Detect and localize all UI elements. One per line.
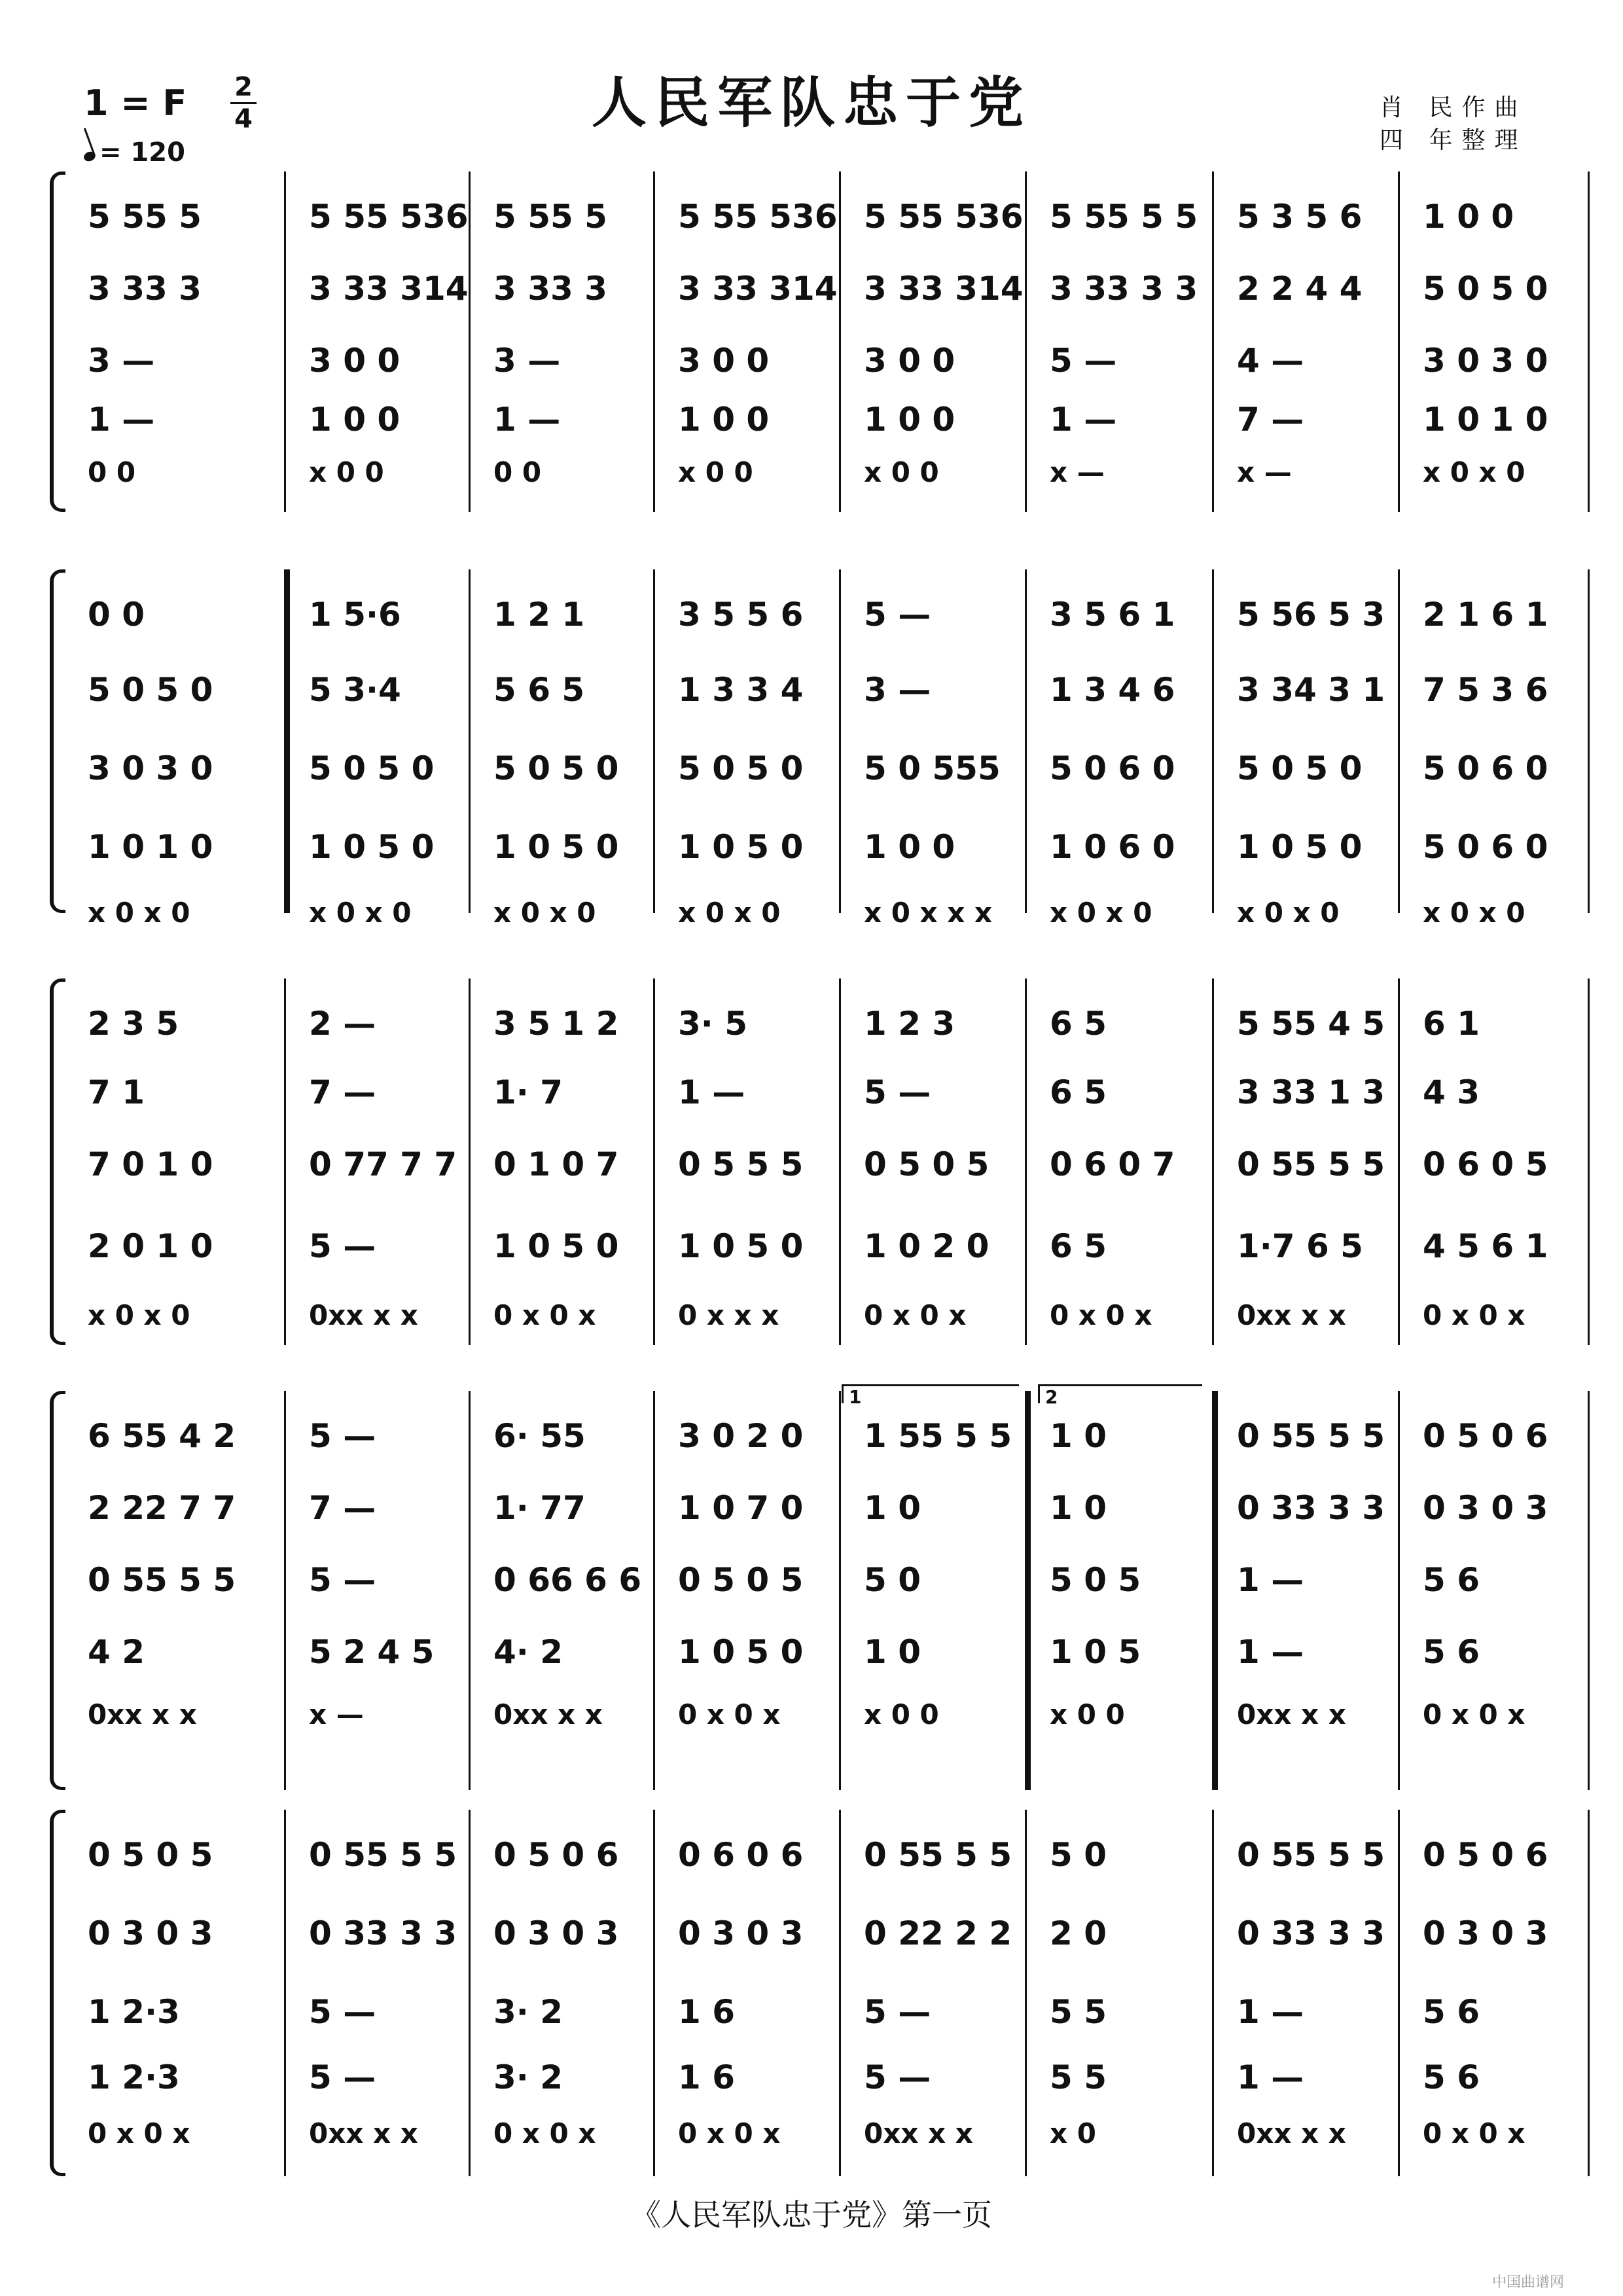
second-ending-bracket: 2 (1038, 1384, 1202, 1403)
notation-cell: 0 33 3 3 (1237, 1914, 1385, 1952)
score-system (50, 1810, 1575, 2176)
notation-cell: 6 5 (1050, 1227, 1107, 1265)
notation-cell: 1 0 5 0 (309, 828, 435, 866)
notation-cell: 1 0 (864, 1489, 921, 1527)
notation-cell: 0 5 0 5 (864, 1145, 990, 1183)
notation-cell: 5 55 536 (309, 198, 469, 236)
barline (653, 1810, 655, 2176)
notation-cell: 5 0 6 0 (1423, 749, 1548, 787)
barline (839, 171, 841, 512)
notation-cell: 0 33 3 3 (1237, 1489, 1385, 1527)
barline (1025, 171, 1027, 512)
notation-cell: 3 0 2 0 (678, 1417, 804, 1455)
notation-cell: x 0 0 (864, 456, 939, 488)
notation-cell: 5 — (309, 1417, 376, 1455)
barline (1588, 1810, 1590, 2176)
notation-cell: 0xx x x (309, 2117, 418, 2149)
notation-cell: 5 0 5 0 (309, 749, 435, 787)
barline (1398, 1810, 1400, 2176)
notation-cell: 0 55 5 5 (1237, 1836, 1385, 1874)
notation-cell: 3· 2 (493, 1993, 563, 2031)
time-signature (230, 72, 257, 134)
barline (1212, 978, 1214, 1345)
notation-cell: 5 55 5 5 (1050, 198, 1198, 236)
notation-cell: 5 5 (1050, 2058, 1107, 2096)
barline (284, 1391, 286, 1790)
barline (469, 1810, 471, 2176)
notation-cell: 5 0 6 0 (1423, 828, 1548, 866)
notation-cell: 1 6 (678, 1993, 735, 2031)
notation-cell: 1 0 (1050, 1417, 1107, 1455)
notation-cell: 5 55 536 (678, 198, 838, 236)
notation-cell: 0xx x x (1237, 1299, 1346, 1331)
notation-cell: x 0 0 (1050, 1698, 1125, 1731)
notation-cell: 1 0 5 0 (678, 1227, 804, 1265)
notation-cell: 5 0 5 (1050, 1561, 1141, 1599)
notation-cell: 0 6 0 7 (1050, 1145, 1175, 1183)
score-system (50, 569, 1575, 929)
barline (1025, 978, 1027, 1345)
notation-cell: 5 2 4 5 (309, 1633, 435, 1671)
notation-cell: 0 3 0 3 (1423, 1914, 1548, 1952)
notation-cell: 0 5 5 5 (678, 1145, 804, 1183)
notation-cell: 0 5 0 6 (1423, 1836, 1548, 1874)
notation-cell: 0 3 0 3 (493, 1914, 619, 1952)
notation-cell: 0 x 0 x (678, 1698, 781, 1731)
notation-cell: 1 6 (678, 2058, 735, 2096)
key-signature: 1 = F (84, 82, 187, 124)
notation-cell: 1 0 (1050, 1489, 1107, 1527)
score-system (50, 1386, 1575, 1790)
notation-cell: 0 5 0 6 (1423, 1417, 1548, 1455)
notation-cell: 1 0 5 0 (493, 828, 619, 866)
notation-cell: 4 2 (88, 1633, 145, 1671)
barline (839, 569, 841, 913)
notation-cell: x 0 x 0 (1423, 456, 1525, 488)
notation-cell: 3 0 0 (678, 342, 770, 380)
barline (839, 1391, 841, 1790)
notation-cell: 0xx x x (309, 1299, 418, 1331)
notation-cell: 1 — (1237, 1993, 1304, 2031)
tempo-marking (84, 137, 185, 168)
notation-cell: 6· 55 (493, 1417, 586, 1455)
notation-cell: x 0 0 (309, 456, 384, 488)
notation-cell: 5 — (864, 1073, 931, 1111)
notation-cell: 5 56 5 3 (1237, 596, 1385, 634)
notation-cell: x 0 x 0 (493, 897, 596, 929)
notation-cell: 5 0 5 0 (1423, 270, 1548, 308)
notation-cell: 0 x 0 x (678, 2117, 781, 2149)
notation-cell: x 0 0 (678, 456, 753, 488)
notation-cell: 5 6 5 (493, 671, 585, 709)
notation-cell: 2 — (309, 1005, 376, 1043)
notation-cell: 0xx x x (864, 2117, 973, 2149)
notation-cell: 3· 5 (678, 1005, 747, 1043)
barline (839, 1810, 841, 2176)
notation-cell: 1 0 5 0 (493, 1227, 619, 1265)
notation-cell: 1 — (1237, 2058, 1304, 2096)
notation-cell: 0 x 0 x (1423, 2117, 1525, 2149)
notation-cell: 5 0 5 0 (88, 671, 213, 709)
notation-cell: 5 0 5 0 (678, 749, 804, 787)
notation-cell: 1 0 1 0 (88, 828, 213, 866)
barline (469, 569, 471, 913)
watermark: 中国曲谱网 (1492, 2274, 1565, 2291)
barline (284, 978, 286, 1345)
notation-cell: 0 1 0 7 (493, 1145, 619, 1183)
barline (1588, 1391, 1590, 1790)
system-bracket (50, 171, 65, 512)
system-bracket (50, 1391, 65, 1790)
notation-cell: 5 55 5 (88, 198, 202, 236)
notation-cell: 6 5 (1050, 1005, 1107, 1043)
notation-cell: x — (309, 1698, 364, 1731)
notation-cell: 3 — (493, 342, 561, 380)
arranger-credit: 四 年整理 (1380, 127, 1527, 154)
barline (1025, 1810, 1027, 2176)
notation-cell: 1 — (1237, 1561, 1304, 1599)
barline (653, 171, 655, 512)
notation-cell: 0 5 0 5 (88, 1836, 213, 1874)
notation-cell: 5 — (309, 1227, 376, 1265)
notation-cell: 5 3 5 6 (1237, 198, 1363, 236)
system-bracket (50, 569, 65, 913)
notation-cell: 1 0 5 (1050, 1633, 1141, 1671)
notation-cell: 3 0 0 (309, 342, 401, 380)
barline (1212, 569, 1214, 913)
notation-cell: 0xx x x (1237, 2117, 1346, 2149)
notation-cell: 3 0 3 0 (1423, 342, 1548, 380)
barline (1212, 1391, 1218, 1790)
notation-cell: 3· 2 (493, 2058, 563, 2096)
notation-cell: 5 — (864, 2058, 931, 2096)
notation-cell: x — (1050, 456, 1105, 488)
notation-cell: 5 6 (1423, 1561, 1480, 1599)
notation-cell: 1 — (678, 1073, 745, 1111)
notation-cell: 4· 2 (493, 1633, 563, 1671)
notation-cell: 0 22 2 2 (864, 1914, 1012, 1952)
notation-cell: 2 2 4 4 (1237, 270, 1363, 308)
barline (284, 569, 290, 913)
notation-cell: 0 55 5 5 (864, 1836, 1012, 1874)
notation-cell: 3 — (88, 342, 155, 380)
notation-cell: 5 0 5 0 (1237, 749, 1363, 787)
notation-cell: 1 0 0 (864, 828, 955, 866)
notation-cell: 1 55 5 5 (864, 1417, 1012, 1455)
notation-cell: 0 0 (88, 596, 145, 634)
meter-bottom: 4 (230, 102, 257, 134)
composer-credit: 肖 民作曲 (1380, 94, 1527, 121)
notation-cell: 2 22 7 7 (88, 1489, 236, 1527)
notation-cell: 1 0 5 0 (1237, 828, 1363, 866)
page-footer: 《人民军队忠于党》第一页 (631, 2197, 992, 2233)
notation-cell: 2 3 5 (88, 1005, 179, 1043)
notation-cell: 6 55 4 2 (88, 1417, 236, 1455)
notation-cell: 1 3 4 6 (1050, 671, 1175, 709)
notation-cell: 1 — (88, 401, 155, 439)
notation-cell: 3 0 3 0 (88, 749, 213, 787)
notation-cell: 1 2·3 (88, 1993, 180, 2031)
notation-cell: 5 — (309, 1993, 376, 2031)
barline (469, 978, 471, 1345)
notation-cell: 0 66 6 6 (493, 1561, 642, 1599)
notation-cell: 7 1 (88, 1073, 145, 1111)
notation-cell: x 0 x 0 (88, 1299, 190, 1331)
notation-cell: 3 33 1 3 (1237, 1073, 1385, 1111)
notation-cell: 1· 7 (493, 1073, 563, 1111)
barline (1025, 569, 1027, 913)
notation-cell: 1 0 (864, 1633, 921, 1671)
page-title: 人民军队忠于党 (591, 70, 1031, 135)
notation-cell: 1 2·3 (88, 2058, 180, 2096)
barline (653, 1391, 655, 1790)
notation-cell: 5 3·4 (309, 671, 401, 709)
notation-cell: 0xx x x (88, 1698, 197, 1731)
barline (1212, 1810, 1214, 2176)
notation-cell: 5 0 (1050, 1836, 1107, 1874)
notation-cell: 0 x 0 x (493, 1299, 596, 1331)
notation-cell: 5 0 5 0 (493, 749, 619, 787)
notation-cell: 5 0 6 0 (1050, 749, 1175, 787)
notation-cell: x 0 0 (864, 1698, 939, 1731)
notation-cell: 3 0 0 (864, 342, 955, 380)
notation-cell: 1 0 0 (309, 401, 401, 439)
notation-cell: 0 33 3 3 (309, 1914, 457, 1952)
notation-cell: 1 0 0 (1423, 198, 1514, 236)
notation-cell: 1 5·6 (309, 596, 401, 634)
notation-cell: 1 — (493, 401, 561, 439)
notation-cell: 5 0 (864, 1561, 921, 1599)
notation-cell: 5 55 5 (493, 198, 607, 236)
system-bracket (50, 978, 65, 1345)
barline (653, 569, 655, 913)
notation-cell: 0 3 0 3 (1423, 1489, 1548, 1527)
notation-cell: x 0 x 0 (88, 897, 190, 929)
notation-cell: 3 33 314 (309, 270, 469, 308)
notation-cell: 0 5 0 5 (678, 1561, 804, 1599)
notation-cell: 4 3 (1423, 1073, 1480, 1111)
notation-cell: 5 — (1050, 342, 1117, 380)
barline (1025, 1391, 1031, 1790)
notation-cell: 1 0 0 (678, 401, 770, 439)
notation-cell: 5 — (864, 596, 931, 634)
barline (653, 978, 655, 1345)
notation-cell: 7 — (1237, 401, 1304, 439)
notation-cell: 0 x 0 x (88, 2117, 190, 2149)
barline (1398, 978, 1400, 1345)
notation-cell: 3 33 3 (88, 270, 202, 308)
notation-cell: 1 2 1 (493, 596, 585, 634)
notation-cell: 7 — (309, 1073, 376, 1111)
notation-cell: 1·7 6 5 (1237, 1227, 1363, 1265)
notation-cell: x 0 x 0 (1050, 897, 1152, 929)
notation-cell: 5 — (309, 2058, 376, 2096)
notation-cell: 7 5 3 6 (1423, 671, 1548, 709)
system-bracket (50, 1810, 65, 2176)
barline (284, 171, 286, 512)
notation-cell: 0 77 7 7 (309, 1145, 457, 1183)
notation-cell: 2 0 (1050, 1914, 1107, 1952)
notation-cell: 6 5 (1050, 1073, 1107, 1111)
notation-cell: x 0 x 0 (678, 897, 781, 929)
notation-cell: 5 — (309, 1561, 376, 1599)
score-system (50, 171, 1575, 512)
tempo-value: = 120 (99, 137, 185, 168)
credits (1380, 92, 1527, 157)
notation-cell: 6 1 (1423, 1005, 1480, 1043)
notation-cell: 5 55 536 (864, 198, 1024, 236)
notation-cell: 3 — (864, 671, 931, 709)
notation-cell: 5 — (864, 1993, 931, 2031)
notation-cell: 5 6 (1423, 1633, 1480, 1671)
barline (1588, 978, 1590, 1345)
notation-cell: 1 0 7 0 (678, 1489, 804, 1527)
notation-cell: 1 3 3 4 (678, 671, 804, 709)
barline (284, 1810, 286, 2176)
notation-cell: 1 — (1237, 1633, 1304, 1671)
notation-cell: 3 33 3 (493, 270, 607, 308)
barline (1212, 171, 1214, 512)
notation-cell: 3 5 1 2 (493, 1005, 619, 1043)
notation-cell: 0 6 0 6 (678, 1836, 804, 1874)
notation-cell: 0 6 0 5 (1423, 1145, 1548, 1183)
barline (1398, 569, 1400, 913)
notation-cell: 0 55 5 5 (309, 1836, 457, 1874)
notation-cell: 0 3 0 3 (88, 1914, 213, 1952)
notation-cell: x 0 x 0 (309, 897, 412, 929)
notation-cell: 4 5 6 1 (1423, 1227, 1548, 1265)
first-ending-bracket: 1 (842, 1384, 1019, 1403)
notation-cell: 3 33 314 (864, 270, 1024, 308)
notation-cell: 0 0 (88, 456, 136, 488)
notation-cell: 1 0 6 0 (1050, 828, 1175, 866)
meter-top: 2 (234, 72, 253, 102)
notation-cell: 7 — (309, 1489, 376, 1527)
notation-cell: 0 x 0 x (1423, 1698, 1525, 1731)
notation-cell: 2 0 1 0 (88, 1227, 213, 1265)
notation-cell: 0xx x x (493, 1698, 603, 1731)
score-system (50, 978, 1575, 1345)
notation-cell: 4 — (1237, 342, 1304, 380)
barline (1588, 171, 1590, 512)
notation-cell: 0 55 5 5 (88, 1561, 236, 1599)
notation-cell: 0 x 0 x (1423, 1299, 1525, 1331)
notation-cell: 2 1 6 1 (1423, 596, 1548, 634)
notation-cell: 5 5 (1050, 1993, 1107, 2031)
quarter-note-icon (82, 150, 97, 162)
notation-cell: 0 3 0 3 (678, 1914, 804, 1952)
notation-cell: 1 0 2 0 (864, 1227, 990, 1265)
notation-cell: 0 x 0 x (864, 1299, 967, 1331)
barline (839, 978, 841, 1345)
notation-cell: x 0 x 0 (1423, 897, 1525, 929)
notation-cell: 3 5 6 1 (1050, 596, 1175, 634)
notation-cell: 5 0 555 (864, 749, 1001, 787)
notation-cell: 0 55 5 5 (1237, 1417, 1385, 1455)
notation-cell: 0 5 0 6 (493, 1836, 619, 1874)
notation-cell: 1 2 3 (864, 1005, 955, 1043)
notation-cell: 3 33 314 (678, 270, 838, 308)
notation-cell: 3 34 3 1 (1237, 671, 1385, 709)
notation-cell: 0 x x x (678, 1299, 779, 1331)
notation-cell: 0 0 (493, 456, 542, 488)
notation-cell: 1 — (1050, 401, 1117, 439)
notation-cell: 1 0 5 0 (678, 828, 804, 866)
notation-cell: 5 6 (1423, 2058, 1480, 2096)
notation-cell: 1· 77 (493, 1489, 586, 1527)
notation-cell: 3 33 3 3 (1050, 270, 1198, 308)
notation-cell: 1 0 5 0 (678, 1633, 804, 1671)
notation-cell: 3 5 5 6 (678, 596, 804, 634)
barline (469, 171, 471, 512)
notation-cell: 1 0 1 0 (1423, 401, 1548, 439)
notation-cell: x 0 x x x (864, 897, 993, 929)
barline (1588, 569, 1590, 913)
notation-cell: 5 6 (1423, 1993, 1480, 2031)
barline (1398, 1391, 1400, 1790)
notation-cell: 0 55 5 5 (1237, 1145, 1385, 1183)
notation-cell: 7 0 1 0 (88, 1145, 213, 1183)
barline (1398, 171, 1400, 512)
barline (469, 1391, 471, 1790)
notation-cell: 5 55 4 5 (1237, 1005, 1385, 1043)
notation-cell: 0 x 0 x (493, 2117, 596, 2149)
notation-cell: 1 0 0 (864, 401, 955, 439)
notation-cell: 0 x 0 x (1050, 1299, 1152, 1331)
notation-cell: x 0 (1050, 2117, 1096, 2149)
notation-cell: x — (1237, 456, 1292, 488)
notation-cell: 0xx x x (1237, 1698, 1346, 1731)
notation-cell: x 0 x 0 (1237, 897, 1340, 929)
